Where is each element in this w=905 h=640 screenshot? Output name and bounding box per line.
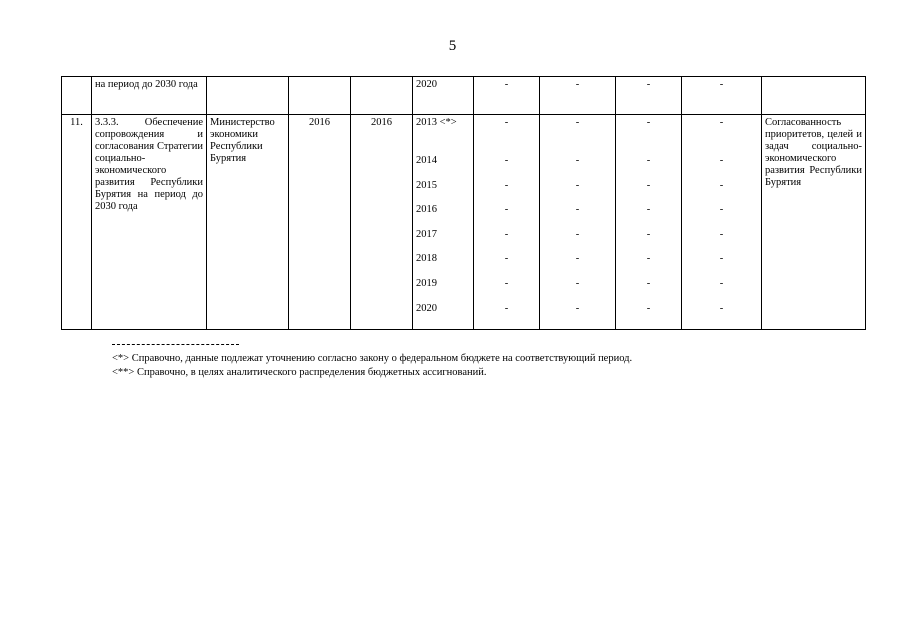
value-cell: - (646, 204, 651, 216)
value-cell: - (575, 228, 580, 240)
result-cell: Согласованность приоритетов, целей и задач социально-экономического развития Республики Бурятия (762, 115, 866, 330)
value-cell: - (575, 253, 580, 265)
table-row (62, 77, 866, 115)
value-cell: - (504, 117, 509, 128)
row-number-cell (62, 77, 92, 115)
measure-cell: 3.3.3. Обеспечение сопровождения и согласования Стратегии социально-экономического развития Республики Бурятия на период до 2030 года (92, 115, 207, 330)
result-cell (762, 77, 866, 115)
year-label: 2015 (416, 179, 437, 191)
value-cell: - (646, 302, 651, 314)
table-row (62, 115, 866, 330)
value-cell: - (504, 302, 509, 314)
footnote-1: <*> Справочно, данные подлежат уточнению согласно закону о федеральном бюджете на соответствующий период. (112, 353, 633, 364)
value-cell: - (575, 117, 580, 128)
value-cell: - (719, 253, 724, 265)
footnote-separator (112, 344, 239, 345)
value-cell: - (646, 253, 651, 265)
row-number-cell: 11. (62, 115, 92, 330)
value-cell: - (540, 77, 616, 115)
year-label: 2013 <*> (416, 117, 457, 128)
value-cell: - (719, 228, 724, 240)
year-label: 2018 (416, 253, 437, 265)
footnotes (112, 352, 632, 380)
program-table (61, 76, 866, 330)
value-cell: - (719, 179, 724, 191)
year-label: 2017 (416, 228, 437, 240)
value-cell: - (719, 204, 724, 216)
value-cell: - (719, 302, 724, 314)
value-cell: - (646, 117, 651, 128)
values-column-1 (474, 115, 540, 330)
executor-cell (207, 77, 289, 115)
value-cell: - (682, 77, 762, 115)
year-label: 2020 (416, 302, 437, 314)
footnote-2: <**> Справочно, в целях аналитического распределения бюджетных ассигнований. (112, 367, 487, 378)
years-column (413, 115, 474, 330)
value-cell: - (504, 228, 509, 240)
value-cell: - (575, 302, 580, 314)
value-cell: - (646, 228, 651, 240)
value-cell: - (575, 179, 580, 191)
year-label: 2014 (416, 155, 437, 166)
value-cell: - (646, 155, 651, 166)
value-cell: - (504, 155, 509, 166)
value-cell: - (575, 204, 580, 216)
value-cell: - (504, 204, 509, 216)
value-cell: - (719, 155, 724, 166)
value-cell: - (646, 179, 651, 191)
value-cell: - (616, 77, 682, 115)
year-label: 2016 (416, 204, 437, 216)
value-cell: - (646, 277, 651, 289)
start-year-cell: 2016 (289, 115, 351, 330)
value-cell: - (575, 277, 580, 289)
end-year-cell (351, 77, 413, 115)
executor-cell: Министерство экономики Республики Бурятия (207, 115, 289, 330)
value-cell: - (719, 117, 724, 128)
value-cell: - (504, 179, 509, 191)
measure-cell: на период до 2030 года (92, 77, 207, 115)
value-cell: - (474, 77, 540, 115)
value-cell: - (504, 277, 509, 289)
value-cell: - (504, 253, 509, 265)
values-column-4 (682, 115, 762, 330)
page-number: 5 (448, 38, 457, 54)
end-year-cell: 2016 (351, 115, 413, 330)
values-column-3 (616, 115, 682, 330)
start-year-cell (289, 77, 351, 115)
year-cell: 2020 (413, 77, 474, 115)
year-label: 2019 (416, 277, 437, 289)
values-column-2 (540, 115, 616, 330)
value-cell: - (719, 277, 724, 289)
value-cell: - (575, 155, 580, 166)
